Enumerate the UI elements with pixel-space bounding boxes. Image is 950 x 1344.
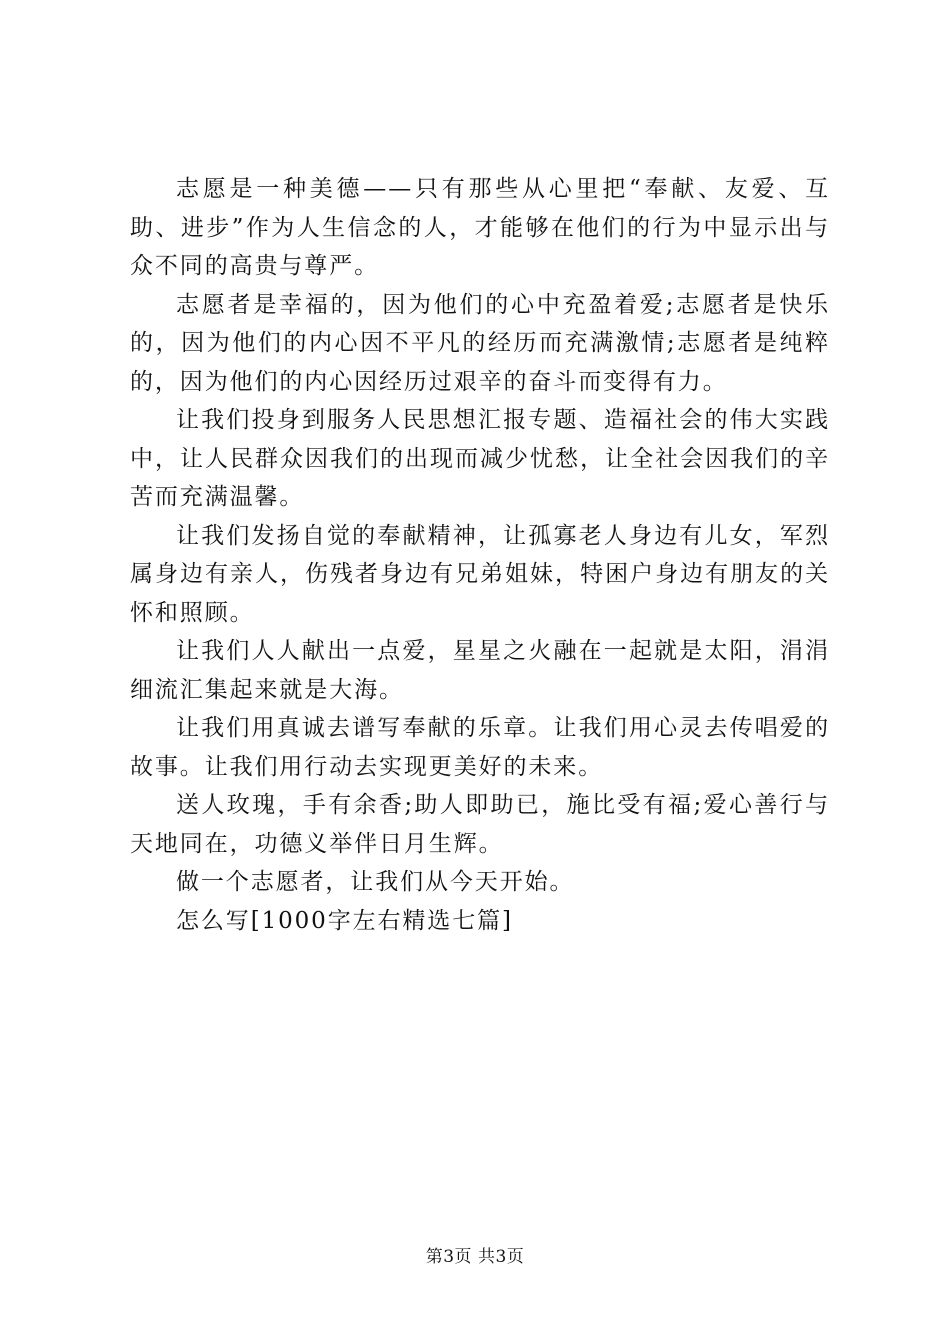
paragraph-2: 志愿者是幸福的，因为他们的心中充盈着爱;志愿者是快乐的，因为他们的内心因不平凡的经历而充满激情;志愿者是纯粹的，因为他们的内心因经历过艰辛的奋斗而变得有力。 [130, 291, 830, 395]
page-footer: 第3页 共3页 [425, 1247, 525, 1267]
paragraph-8: 做一个志愿者，让我们从今天开始。 [176, 869, 575, 895]
paragraph-3: 让我们投身到服务人民思想汇报专题、造福社会的伟大实践中，让人民群众因我们的出现而减少忧愁，让全社会因我们的辛苦而充满温馨。 [130, 407, 830, 510]
document-body [130, 170, 830, 940]
paragraph-6: 让我们用真诚去谱写奉献的乐章。让我们用心灵去传唱爱的故事。让我们用行动去实现更美好的未来。 [130, 715, 830, 780]
paragraph-7: 送人玫瑰，手有余香;助人即助已，施比受有福;爱心善行与天地同在，功德义举伴日月生辉。 [130, 792, 830, 857]
paragraph-9: 怎么写[1000字左右精选七篇] [176, 907, 513, 934]
paragraph-5: 让我们人人献出一点爱，星星之火融在一起就是太阳，涓涓细流汇集起来就是大海。 [130, 638, 830, 703]
paragraph-4: 让我们发扬自觉的奉献精神，让孤寡老人身边有儿女，军烈属身边有亲人，伤残者身边有兄弟姐妹，特困户身边有朋友的关怀和照顾。 [130, 522, 830, 626]
paragraph-1: 志愿是一种美德——只有那些从心里把“奉献、友爱、互助、进步”作为人生信念的人，才能够在他们的行为中显示出与众不同的高贵与尊严。 [130, 176, 830, 279]
